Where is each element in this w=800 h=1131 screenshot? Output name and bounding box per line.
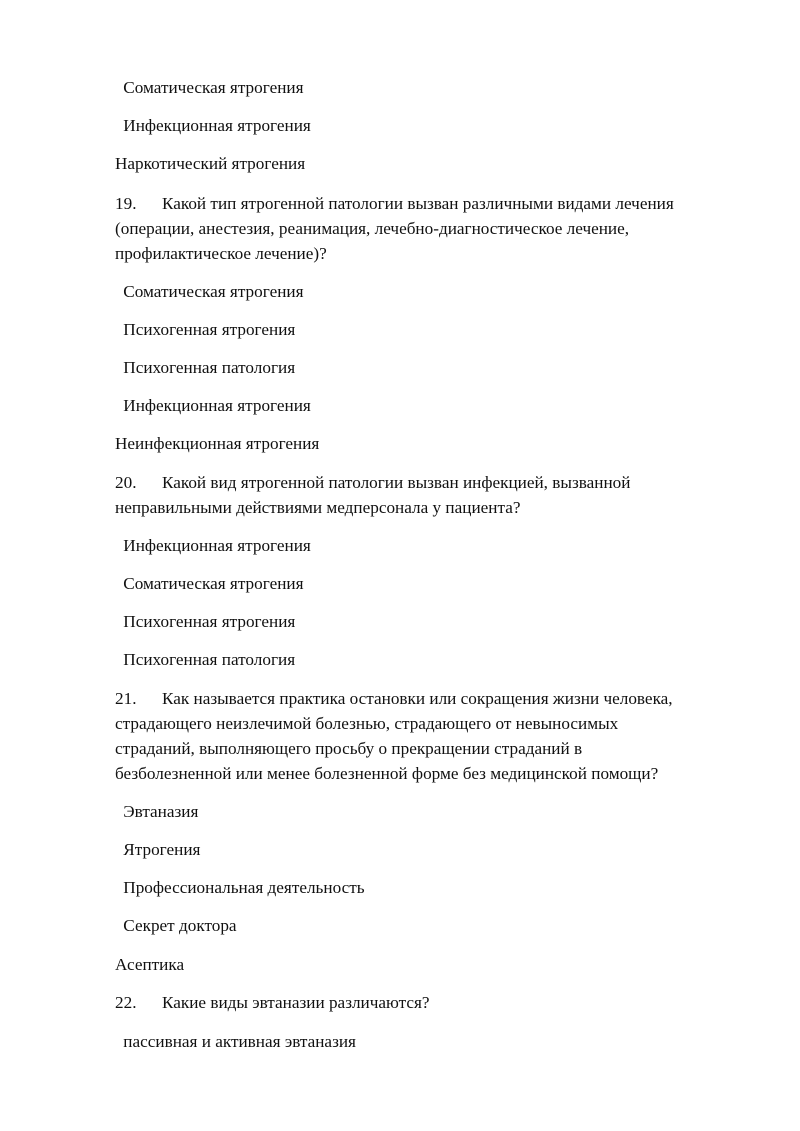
- answer-option: Психогенная патология: [119, 358, 296, 377]
- answer-option: Психогенная патология: [119, 650, 296, 669]
- question-text: Какой тип ятрогенной патологии вызван различными видами лечения: [162, 194, 674, 213]
- answer-option: Эвтаназия: [119, 802, 199, 821]
- answer-option: Психогенная ятрогения: [119, 612, 296, 631]
- question-21-cont: страдающего неизлечимой болезнью, страдающего от невыносимых: [115, 714, 619, 733]
- question-text: Какой вид ятрогенной патологии вызван инфекцией, вызванной: [162, 473, 631, 492]
- answer-option: Инфекционная ятрогения: [119, 396, 311, 415]
- question-19: [115, 191, 745, 216]
- question-number: 21.: [115, 689, 137, 708]
- answer-option: Профессиональная деятельность: [119, 878, 365, 897]
- answer-option: Соматическая ятрогения: [119, 574, 304, 593]
- answer-option: Психогенная ятрогения: [119, 320, 296, 339]
- question-text: Как называется практика остановки или сокращения жизни человека,: [162, 689, 673, 708]
- answer-option: пассивная и активная эвтаназия: [119, 1032, 356, 1051]
- question-21-cont: страданий, выполняющего просьбу о прекращении страданий в: [115, 739, 583, 758]
- question-19-cont: профилактическое лечение)?: [115, 244, 327, 263]
- question-text: Какие виды эвтаназии различаются?: [162, 993, 430, 1012]
- question-20: [115, 470, 745, 495]
- answer-option: Асептика: [115, 955, 185, 974]
- question-number: 19.: [115, 194, 137, 213]
- answer-option: Неинфекционная ятрогения: [115, 434, 320, 453]
- question-number: 20.: [115, 473, 137, 492]
- answer-option: Секрет доктора: [119, 916, 237, 935]
- answer-option: Соматическая ятрогения: [119, 78, 304, 97]
- question-21-cont: безболезненной или менее болезненной форме без медицинской помощи?: [115, 764, 659, 783]
- answer-option: Наркотический ятрогения: [115, 154, 306, 173]
- question-21: [115, 686, 745, 711]
- question-number: 22.: [115, 993, 137, 1012]
- question-20-cont: неправильными действиями медперсонала у пациента?: [115, 498, 521, 517]
- question-19-cont: (операции, анестезия, реанимация, лечебно-диагностическое лечение,: [115, 219, 630, 238]
- answer-option: Соматическая ятрогения: [119, 282, 304, 301]
- answer-option: Ятрогения: [119, 840, 201, 859]
- answer-option: Инфекционная ятрогения: [119, 536, 311, 555]
- answer-option: Инфекционная ятрогения: [119, 116, 311, 135]
- question-22: [115, 990, 745, 1015]
